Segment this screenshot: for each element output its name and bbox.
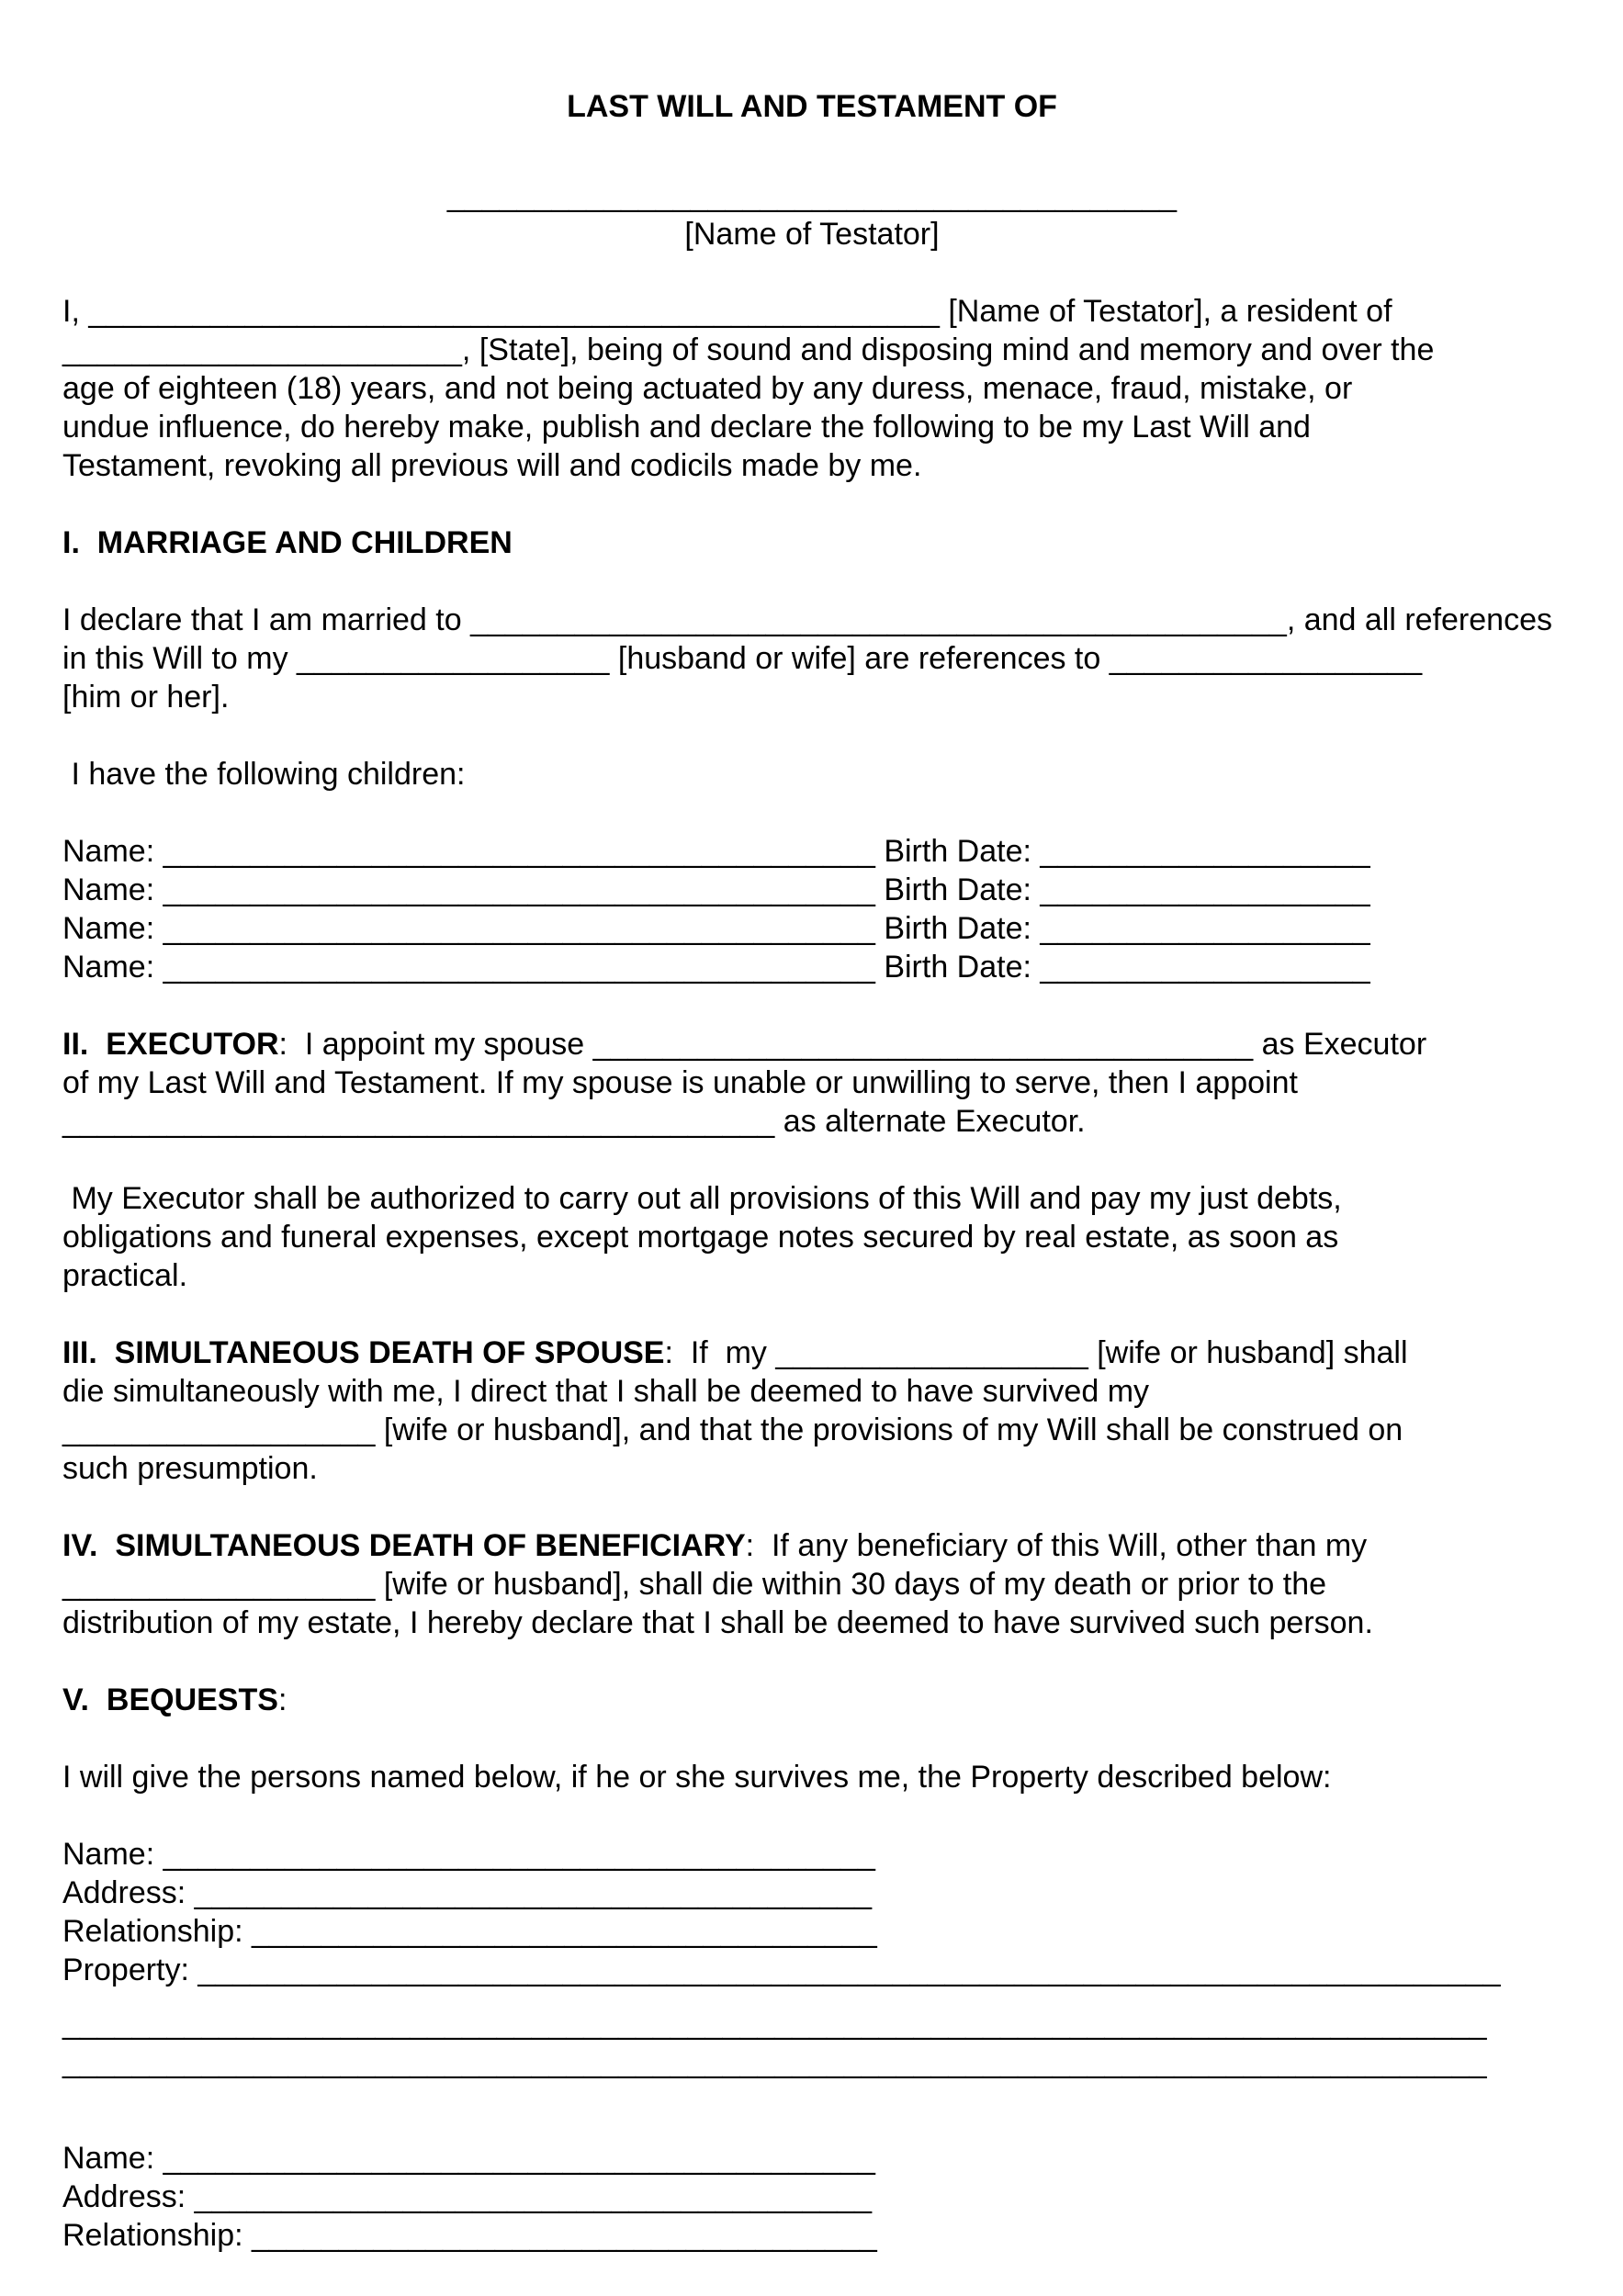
fill-in-blank: __________________ xyxy=(297,640,610,676)
property-continuation-lines xyxy=(62,2004,1561,2081)
fill-in-blank: ___________________________________________________________________________ xyxy=(197,1952,1501,1987)
bequest-entry-1-line-2 xyxy=(62,1874,1561,1912)
text-run: Name: xyxy=(62,1836,163,1872)
fill-in-blank: _______________________________________________ xyxy=(470,602,1287,637)
fill-in-blank: _________________________________________________ xyxy=(88,293,940,329)
fill-in-blank: __________________ xyxy=(1109,640,1423,676)
section-3-simultaneous-death-of-spouse-line-1 xyxy=(62,1334,1561,1372)
section-4-simultaneous-death-of-beneficiary-line-2 xyxy=(62,1565,1561,1604)
opening-paragraph-line-3 xyxy=(62,369,1561,408)
opening-paragraph-line-1 xyxy=(62,292,1561,331)
text-run: [Name of Testator], a resident of xyxy=(939,293,1392,329)
fill-in-blank: __________________________________________________________________________________ xyxy=(62,2044,1487,2080)
fill-in-blank: _________________________________________ xyxy=(163,872,875,907)
section-4-simultaneous-death-of-beneficiary-line-1 xyxy=(62,1526,1561,1565)
text-run: V. BEQUESTS xyxy=(62,1682,278,1717)
section-2-executor-paragraph-line-2 xyxy=(62,1064,1561,1102)
text-run: Birth Date: xyxy=(874,833,1041,869)
fill-in-blank: _______________________ xyxy=(62,332,462,367)
testator-name-caption xyxy=(62,215,1561,253)
text-run: Testament, revoking all previous will and codicils made by me. xyxy=(62,447,922,483)
text-run: Property: xyxy=(62,1952,198,1987)
bequests-intro-line-1 xyxy=(62,1758,1561,1796)
text-run: I. MARRIAGE AND CHILDREN xyxy=(62,524,513,560)
section-2-executor-paragraph xyxy=(62,1025,1561,1141)
text-run: IV. SIMULTANEOUS DEATH OF BENEFICIARY xyxy=(62,1527,746,1563)
opening-paragraph-line-5 xyxy=(62,446,1561,485)
text-run: : If my xyxy=(664,1334,776,1370)
text-run: age of eighteen (18) years, and not being actuated by any duress, menace, fraud, mistake, or xyxy=(62,370,1353,406)
opening-paragraph-line-4 xyxy=(62,408,1561,446)
text-run: obligations and funeral expenses, except mortgage notes secured by real estate, as soon as xyxy=(62,1219,1339,1255)
fill-in-blank: _______________________________________ xyxy=(194,2179,873,2215)
fill-in-blank: ____________________________________ xyxy=(252,1913,877,1949)
text-run: of my Last Will and Testament. If my spouse is unable or unwilling to serve, then I appoint xyxy=(62,1064,1298,1100)
text-run: such presumption. xyxy=(62,1450,318,1486)
children-list-line-1 xyxy=(62,832,1561,871)
executor-powers-paragraph-line-3 xyxy=(62,1256,1561,1295)
text-run: as Executor xyxy=(1253,1026,1427,1062)
executor-powers-paragraph-line-1 xyxy=(62,1179,1561,1218)
fill-in-blank: _________________________________________ xyxy=(163,1836,875,1872)
text-run: Name: xyxy=(62,872,163,907)
text-run: die simultaneously with me, I direct that I shall be deemed to have survived my xyxy=(62,1373,1150,1409)
text-run: undue influence, do hereby make, publish and declare the following to be my Last Will and xyxy=(62,409,1311,445)
text-run: I will give the persons named below, if he or she survives me, the Property described below: xyxy=(62,1759,1332,1795)
marriage-paragraph xyxy=(62,601,1561,716)
text-run: [Name of Testator] xyxy=(684,216,940,252)
fill-in-blank: ____________________________________ xyxy=(252,2218,877,2254)
fill-in-blank: _________________________________________ xyxy=(163,949,875,985)
text-run: Name: xyxy=(62,2141,163,2177)
children-list-line-3 xyxy=(62,909,1561,948)
section-5-bequests-heading-line-1 xyxy=(62,1681,1561,1719)
text-run: Birth Date: xyxy=(874,872,1041,907)
section-3-simultaneous-death-of-spouse xyxy=(62,1334,1561,1488)
document-title-line-1 xyxy=(62,87,1561,126)
fill-in-blank: ___________________ xyxy=(1040,872,1370,907)
section-3-simultaneous-death-of-spouse-line-3 xyxy=(62,1411,1561,1449)
text-run: [wife or husband] shall xyxy=(1088,1334,1408,1370)
document-title xyxy=(62,87,1561,126)
bequest-entry-2-line-1 xyxy=(62,2139,1561,2178)
text-run: Address: xyxy=(62,1874,195,1910)
children-list-line-2 xyxy=(62,871,1561,909)
text-run: My Executor shall be authorized to carry out all provisions of this Will and pay my just debts, xyxy=(62,1180,1342,1216)
fill-in-blank: _________________________________________ xyxy=(163,910,875,946)
fill-in-blank: __________________ xyxy=(62,1566,376,1602)
bequest-entry-1-line-3 xyxy=(62,1912,1561,1951)
section-4-simultaneous-death-of-beneficiary xyxy=(62,1526,1561,1642)
executor-powers-paragraph-line-2 xyxy=(62,1218,1561,1256)
fill-in-blank: ______________________________________ xyxy=(592,1026,1254,1062)
property-continuation-lines-line-2 xyxy=(62,2043,1561,2081)
text-run: , and all references xyxy=(1286,602,1552,637)
text-run: : xyxy=(277,1682,287,1717)
text-run: [husband or wife] are references to xyxy=(609,640,1110,676)
children-list-line-4 xyxy=(62,948,1561,986)
property-continuation-lines-line-1 xyxy=(62,2004,1561,2043)
text-run: I, xyxy=(62,293,89,329)
fill-in-blank: _________________________________________ xyxy=(163,2141,875,2177)
fill-in-blank: __________________________________________________________________________________ xyxy=(62,2006,1487,2042)
children-intro xyxy=(62,755,1561,793)
marriage-paragraph-line-3 xyxy=(62,678,1561,716)
fill-in-blank: _________________________________________ xyxy=(163,833,875,869)
text-run: Relationship: xyxy=(62,1913,253,1949)
text-run: [wife or husband], shall die within 30 days of my death or prior to the xyxy=(375,1566,1327,1602)
bequest-entry-1-line-1 xyxy=(62,1835,1561,1874)
fill-in-blank: _________________________________________ xyxy=(62,1103,775,1139)
testator-name-blank-line-1 xyxy=(62,176,1561,215)
section-1-marriage-heading xyxy=(62,523,1561,562)
testator-name-blank xyxy=(62,176,1561,215)
text-run: : I appoint my spouse xyxy=(278,1026,593,1062)
text-run: III. SIMULTANEOUS DEATH OF SPOUSE xyxy=(62,1334,665,1370)
text-run: I have the following children: xyxy=(62,756,466,792)
text-run: , [State], being of sound and disposing mind and memory and over the xyxy=(461,332,1435,367)
text-run: practical. xyxy=(62,1257,188,1293)
bequest-entry-2-line-3 xyxy=(62,2216,1561,2255)
text-run: as alternate Executor. xyxy=(774,1103,1086,1139)
fill-in-blank: __________________ xyxy=(62,1412,376,1447)
text-run: [him or her]. xyxy=(62,679,230,715)
text-run: II. EXECUTOR xyxy=(62,1026,279,1062)
text-run: Name: xyxy=(62,833,163,869)
opening-paragraph xyxy=(62,292,1561,485)
children-intro-line-1 xyxy=(62,755,1561,793)
fill-in-blank: ___________________ xyxy=(1040,910,1370,946)
section-4-simultaneous-death-of-beneficiary-line-3 xyxy=(62,1604,1561,1642)
marriage-paragraph-line-1 xyxy=(62,601,1561,639)
text-run: Name: xyxy=(62,949,163,985)
text-run: in this Will to my xyxy=(62,640,298,676)
text-run: Name: xyxy=(62,910,163,946)
fill-in-blank: __________________________________________ xyxy=(446,177,1178,213)
bequest-entry-2-line-2 xyxy=(62,2178,1561,2216)
children-list xyxy=(62,832,1561,986)
text-run: LAST WILL AND TESTAMENT OF xyxy=(567,89,1057,124)
fill-in-blank: _______________________________________ xyxy=(194,1874,873,1910)
section-2-executor-paragraph-line-1 xyxy=(62,1025,1561,1064)
bequest-entry-1 xyxy=(62,1835,1561,1989)
fill-in-blank: ___________________ xyxy=(1040,833,1370,869)
text-run: Relationship: xyxy=(62,2218,253,2254)
fill-in-blank: __________________ xyxy=(775,1334,1088,1370)
text-run: Birth Date: xyxy=(874,910,1041,946)
section-5-bequests-heading xyxy=(62,1681,1561,1719)
text-run: [wife or husband], and that the provisions of my Will shall be construed on xyxy=(375,1412,1403,1447)
bequest-entry-1-line-4 xyxy=(62,1951,1561,1989)
section-1-marriage-heading-line-1 xyxy=(62,523,1561,562)
text-run: Birth Date: xyxy=(874,949,1041,985)
text-run: I declare that I am married to xyxy=(62,602,471,637)
text-run: distribution of my estate, I hereby declare that I shall be deemed to have survived such person. xyxy=(62,1604,1373,1640)
fill-in-blank: ___________________ xyxy=(1040,949,1370,985)
section-2-executor-paragraph-line-3 xyxy=(62,1102,1561,1141)
opening-paragraph-line-2 xyxy=(62,331,1561,369)
marriage-paragraph-line-2 xyxy=(62,639,1561,678)
bequest-entry-2 xyxy=(62,2139,1561,2255)
section-3-simultaneous-death-of-spouse-line-4 xyxy=(62,1449,1561,1488)
testator-name-caption-line-1 xyxy=(62,215,1561,253)
section-3-simultaneous-death-of-spouse-line-2 xyxy=(62,1372,1561,1411)
bequests-intro xyxy=(62,1758,1561,1796)
executor-powers-paragraph xyxy=(62,1179,1561,1295)
text-run: Address: xyxy=(62,2179,195,2215)
text-run: : If any beneficiary of this Will, other than my xyxy=(745,1527,1368,1563)
